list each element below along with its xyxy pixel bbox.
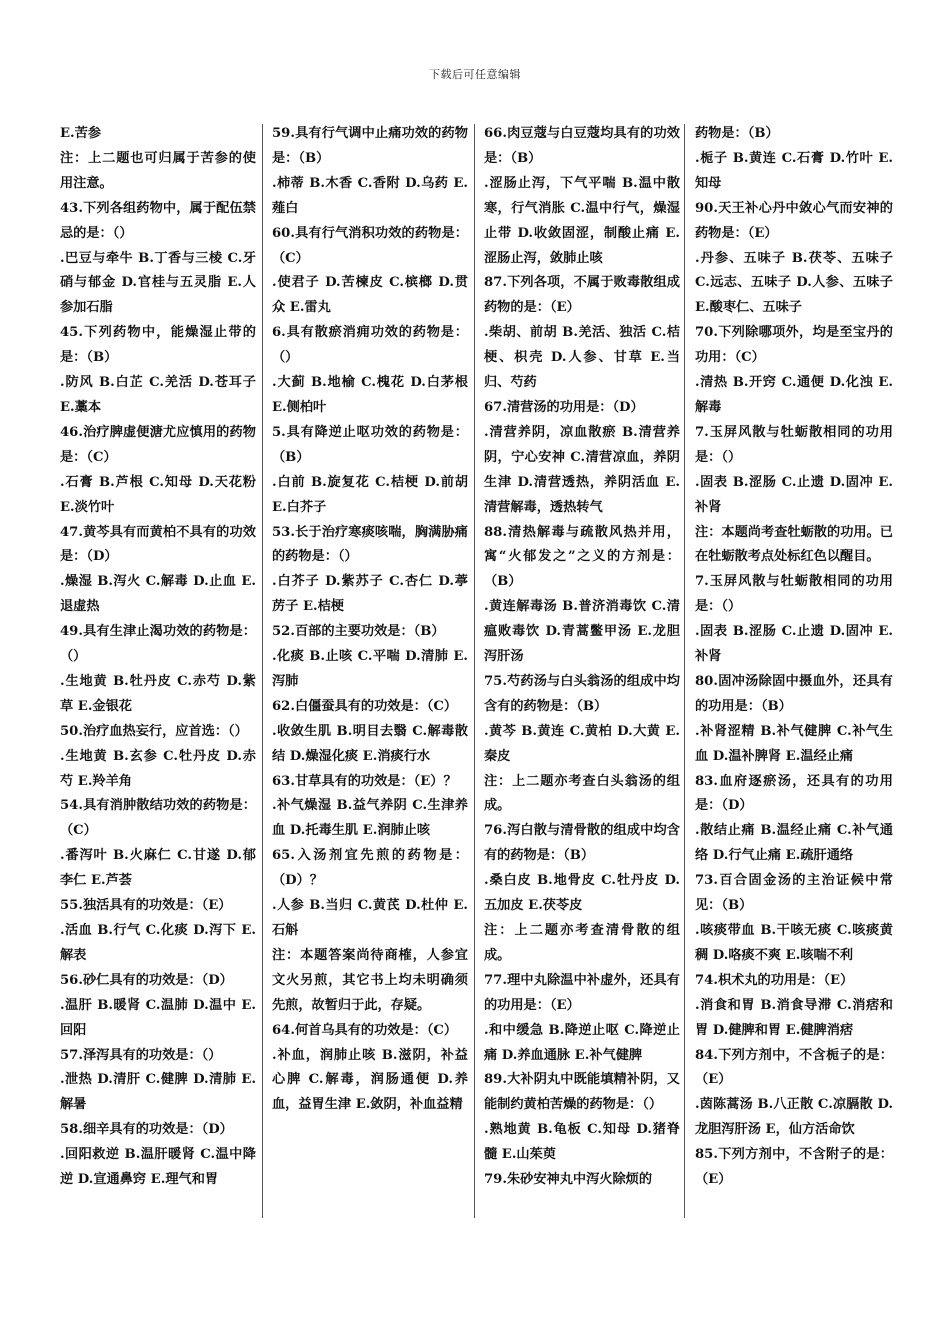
paragraph: 66.肉豆蔻与白豆蔻均具有的功效是：（B） xyxy=(484,126,680,166)
column-divider xyxy=(262,124,263,1218)
paragraph: 77.理中丸除温中补虚外，还具有的功用是：（E） xyxy=(484,972,680,1013)
paragraph: .活血 B.行气 C.化痰 D.泻下 E.解表 xyxy=(60,923,256,963)
paragraph: 5.具有降逆止呕功效的药物是：（B） xyxy=(272,424,468,465)
paragraph: .温肝 B.暖肾 C.温肺 D.温中 E.回阳 xyxy=(60,997,256,1038)
paragraph: 注：本题答案尚待商榷，人参宜文火另煎，其它书上均未明确须先煎，故暂归于此，存疑。 xyxy=(272,947,468,1013)
paragraph: 59.具有行气调中止痛功效的药物是：（B） xyxy=(272,126,468,166)
paragraph: 7.玉屏风散与牡蛎散相同的功用是：（） xyxy=(695,574,893,615)
paragraph: 50.治疗血热妄行，应首选：（） xyxy=(60,723,248,739)
paragraph: 62.白僵蚕具有的功效是：（C） xyxy=(272,698,458,714)
paragraph: .柴胡、前胡 B.羌活、独活 C.桔梗、枳壳 D.人参、甘草 E.当归、芍药 xyxy=(484,325,680,391)
paragraph: 43.下列各组药物中，属于配伍禁忌的是：（） xyxy=(60,200,256,241)
paragraph: 注：上二题亦考查清骨散的组成。 xyxy=(484,923,680,963)
paragraph: 47.黄芩具有而黄柏不具有的功效是：（D） xyxy=(60,524,256,565)
paragraph: .柿蒂 B.木香 C.香附 D.乌药 E.薤白 xyxy=(272,175,468,216)
paragraph: 87.下列各项，不属于败毒散组成药物的是：（E） xyxy=(484,275,680,316)
paragraph: .熟地黄 B.龟板 C.知母 D.猪脊髓 E.山茱萸 xyxy=(484,1122,680,1163)
paragraph: .石膏 B.芦根 C.知母 D.天花粉 E.淡竹叶 xyxy=(60,474,256,515)
paragraph: .散结止痛 B.温经止痛 C.补气通络 D.行气止痛 E.疏肝通络 xyxy=(695,823,893,864)
paragraph: .桑白皮 B.地骨皮 C.牡丹皮 D.五加皮 E.茯苓皮 xyxy=(484,873,680,914)
paragraph: 63.甘草具有的功效是：（E）？ xyxy=(272,773,457,789)
paragraph: E.苦参 xyxy=(60,126,102,141)
text-column-3 xyxy=(484,122,680,1193)
paragraph: 67.清营汤的功用是：（D） xyxy=(484,399,644,415)
paragraph: .丹参、五味子 B.茯苓、五味子 C.远志、五味子 D.人参、五味子 E.酸枣仁、五味子 xyxy=(695,250,893,316)
paragraph: .番泻叶 B.火麻仁 C.甘遂 D.郁李仁 E.芦荟 xyxy=(60,848,256,889)
paragraph: 65.入汤剂宜先煎的药物是：（D）？ xyxy=(272,848,468,889)
paragraph: 注：本题尚考查牡蛎散的功用。已在牡蛎散考点处标红色以醒目。 xyxy=(695,524,893,565)
paragraph: 64.何首乌具有的功效是：（C） xyxy=(272,1022,458,1038)
paragraph: 46.治疗脾虚便溏尤应慎用的药物是：（C） xyxy=(60,424,256,465)
paragraph: .补肾涩精 B.补气健脾 C.补气生血 D.温补脾肾 E.温经止痛 xyxy=(695,723,893,764)
paragraph: .大蓟 B.地榆 C.槐花 D.白茅根 E.侧柏叶 xyxy=(272,375,468,415)
paragraph: .黄芩 B.黄连 C.黄柏 D.大黄 E.秦皮 xyxy=(484,723,680,764)
paragraph: 80.固冲汤除固中摄血外，还具有的功用是：（B） xyxy=(695,673,893,714)
paragraph: 药物是：（B） xyxy=(695,126,779,141)
paragraph: 75.芍药汤与白头翁汤的组成中均含有的药物是：（B） xyxy=(484,673,680,714)
paragraph: .收敛生肌 B.明目去翳 C.解毒散结 D.燥湿化痰 E.消痰行水 xyxy=(272,723,468,764)
paragraph: 60.具有行气消积功效的药物是：（C） xyxy=(272,225,468,266)
paragraph: .茵陈蒿汤 B.八正散 C.凉膈散 D.龙胆泻肝汤 E，仙方活命饮 xyxy=(695,1097,893,1138)
paragraph: 88.清热解毒与疏散风热并用，寓“火郁发之”之义的方剂是：（B） xyxy=(484,524,680,590)
paragraph: 注：上二题亦考查白头翁汤的组成。 xyxy=(484,773,680,814)
paragraph: .巴豆与牵牛 B.丁香与三棱 C.牙硝与郁金 D.官桂与五灵脂 E.人参加石脂 xyxy=(60,250,256,316)
paragraph: 89.大补阴丸中既能填精补阴，又能制约黄柏苦燥的药物是：（） xyxy=(484,1072,680,1113)
paragraph: 83.血府逐瘀汤，还具有的功用是：（D） xyxy=(695,773,893,814)
paragraph: .栀子 B.黄连 C.石膏 D.竹叶 E.知母 xyxy=(695,150,893,191)
paragraph: 79.朱砂安神丸中泻火除烦的 xyxy=(484,1172,653,1188)
paragraph: .泄热 D.清肝 C.健脾 D.清肺 E.解暑 xyxy=(60,1072,256,1113)
paragraph: .生地黄 B.牡丹皮 C.赤芍 D.紫草 E.金银花 xyxy=(60,673,256,714)
paragraph: 57.泽泻具有的功效是：（） xyxy=(60,1047,222,1063)
paragraph: 注：上二题也可归属于苦参的使用注意。 xyxy=(60,150,256,191)
paragraph: 73.百合固金汤的主治证候中常见：（B） xyxy=(695,873,893,914)
paragraph: .人参 B.当归 C.黄芪 D.杜仲 E.石斛 xyxy=(272,898,468,938)
paragraph: 52.百部的主要功效是：（B） xyxy=(272,624,445,640)
paragraph: 54.具有消肿散结功效的药物是：（C） xyxy=(60,798,256,839)
paragraph: .黄连解毒汤 B.普济消毒饮 C.清瘟败毒饮 D.青蒿鳖甲汤 E.龙胆泻肝汤 xyxy=(484,599,680,665)
text-column-1 xyxy=(60,122,256,1193)
paragraph: .补血，润肺止咳 B.滋阴，补益心脾 C.解毒，润肠通便 D.养血，益胃生津 E.敛阴，补血益精 xyxy=(272,1047,468,1113)
page-header: 下载后可任意编辑 xyxy=(429,68,521,81)
paragraph: .咳痰带血 B.干咳无痰 C.咳痰黄稠 D.咯痰不爽 E.咳喘不利 xyxy=(695,923,893,963)
column-divider xyxy=(474,124,475,1218)
paragraph: 76.泻白散与清骨散的组成中均含有的药物是：（B） xyxy=(484,823,680,864)
paragraph: 53.长于治疗寒痰咳喘，胸满胁痛的药物是：（） xyxy=(272,524,468,565)
paragraph: 45.下列药物中，能燥湿止带的是：（B） xyxy=(60,325,256,366)
paragraph: .清营养阴，凉血散瘀 B.清营养阴，宁心安神 C.清营凉血，养阴生津 D.清营透热，养阴活血 E.清营解毒，透热转气 xyxy=(484,424,680,515)
paragraph: 56.砂仁具有的功效是：（D） xyxy=(60,972,233,988)
column-divider xyxy=(684,124,685,1218)
paragraph: .固表 B.涩肠 C.止遗 D.固冲 E.补肾 xyxy=(695,474,893,515)
paragraph: .涩肠止泻，下气平喘 B.温中散寒，行气消胀 C.温中行气，燥湿止带 D.收敛固涩，制酸止痛 E.涩肠止泻，敛肺止咳 xyxy=(484,175,680,266)
paragraph: 55.独活具有的功效是：（E） xyxy=(60,898,232,914)
paragraph: .消食和胃 B.消食导滞 C.消痞和胃 D.健脾和胃 E.健脾消痞 xyxy=(695,997,893,1038)
paragraph: 85.下列方剂中，不含附子的是：（E） xyxy=(695,1147,893,1188)
paragraph: 74.枳术丸的功用是：（E） xyxy=(695,972,854,988)
paragraph: .白前 B.旋复花 C.桔梗 D.前胡 E.白芥子 xyxy=(272,474,468,515)
paragraph: .燥湿 B.泻火 C.解毒 D.止血 E.退虚热 xyxy=(60,574,256,615)
paragraph: 49.具有生津止渴功效的药物是：（） xyxy=(60,624,256,665)
paragraph: .固表 B.涩肠 C.止遗 D.固冲 E.补肾 xyxy=(695,624,893,665)
paragraph: 70.下列除哪项外，均是至宝丹的功用：（C） xyxy=(695,325,893,366)
paragraph: .白芥子 D.紫苏子 C.杏仁 D.葶苈子 E.桔梗 xyxy=(272,574,468,615)
paragraph: .生地黄 B.玄参 C.牡丹皮 D.赤芍 E.羚羊角 xyxy=(60,748,256,789)
paragraph: .清热 B.开窍 C.通便 D.化浊 E.解毒 xyxy=(695,375,893,415)
paragraph: 84.下列方剂中，不含栀子的是：（E） xyxy=(695,1047,893,1088)
paragraph: 90.天王补心丹中敛心气而安神的药物是：（E） xyxy=(695,200,893,241)
paragraph: 58.细辛具有的功效是：（D） xyxy=(60,1122,233,1138)
paragraph: .补气燥湿 B.益气养阴 C.生津养血 D.托毒生肌 E.润肺止咳 xyxy=(272,798,468,839)
paragraph: 6.具有散瘀消痈功效的药物是：（） xyxy=(272,325,468,366)
paragraph: 7.玉屏风散与牡蛎散相同的功用是：（） xyxy=(695,424,893,465)
paragraph: .回阳救逆 B.温肝暖肾 C.温中降逆 D.宣通鼻窍 E.理气和胃 xyxy=(60,1147,256,1188)
text-column-4 xyxy=(695,122,893,1193)
paragraph: .和中缓急 B.降逆止呕 C.降逆止痛 D.养血通脉 E.补气健脾 xyxy=(484,1022,680,1063)
paragraph: .使君子 D.苦楝皮 C.槟榔 D.贯众 E.雷丸 xyxy=(272,275,468,316)
text-column-2 xyxy=(272,122,468,1118)
paragraph: .化痰 B.止咳 C.平喘 D.清肺 E.泻肺 xyxy=(272,649,468,689)
paragraph: .防风 B.白芷 C.羌活 D.苍耳子 E.藁本 xyxy=(60,375,256,415)
